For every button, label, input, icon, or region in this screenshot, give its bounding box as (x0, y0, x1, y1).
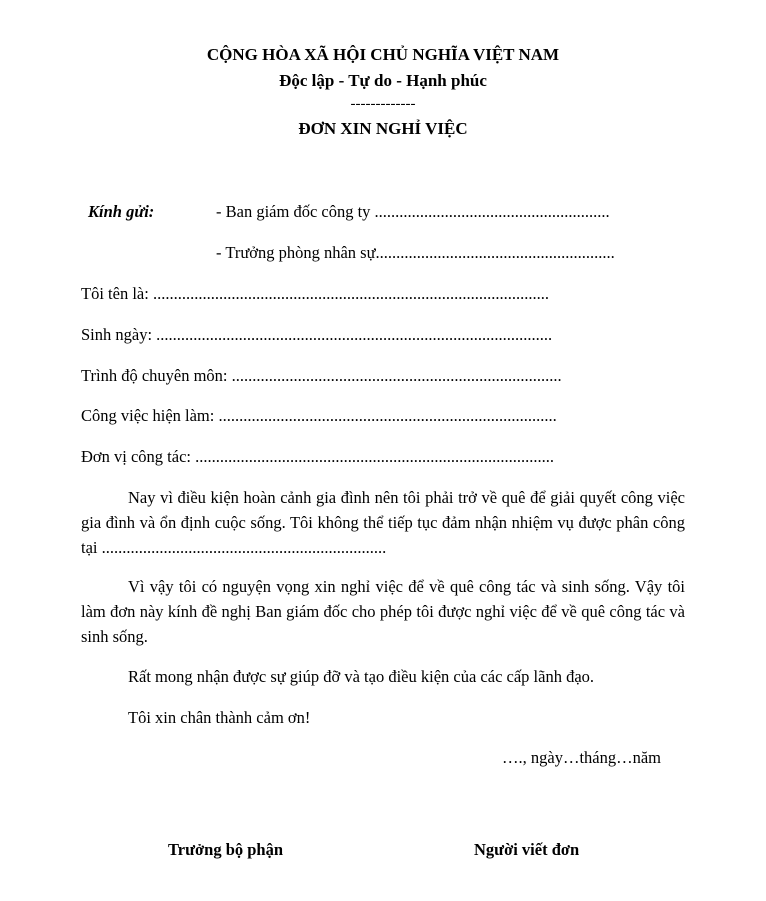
recipient-line-2: - Trưởng phòng nhân sự.......................................................... (216, 243, 615, 262)
paragraph-text: Nay vì điều kiện hoàn cảnh gia đình nên tôi phải trở về quê để giải quyết công việc gia đình và ổn định cuộc sống. Tôi không thể tiếp tục đảm nhận nhiệm vụ được phân công tại ..................................................................... (81, 488, 685, 557)
body-paragraph-1 (81, 485, 685, 560)
field-work-unit: Đơn vị công tác: ....................................................................................... (81, 447, 554, 466)
signature-applicant: Người viết đơn (474, 840, 580, 859)
paragraph-text: Rất mong nhận được sự giúp đỡ và tạo điều kiện của các cấp lãnh đạo. (128, 667, 595, 686)
field-birthdate: Sinh ngày: ................................................................................................ (81, 325, 553, 344)
paragraph-text: Vì vậy tôi có nguyện vọng xin nghỉ việc để về quê công tác và sinh sống. Vậy tôi làm đơn này kính đề nghị Ban giám đốc cho phép tôi được nghỉ việc để về quê công tác và sinh sống. (81, 577, 685, 646)
recipient-line-1: - Ban giám đốc công ty ......................................................... (216, 202, 610, 221)
recipient-label: Kính gửi: (88, 202, 155, 221)
header-separator: ------------- (350, 96, 416, 112)
paragraph-text: Tôi xin chân thành cảm ơn! (128, 708, 311, 727)
field-current-job: Công việc hiện làm: .................................................................................. (81, 406, 557, 425)
national-motto: Độc lập - Tự do - Hạnh phúc (279, 71, 487, 90)
body-paragraph-3 (81, 664, 685, 689)
date-line: …., ngày…tháng…năm (502, 748, 662, 767)
document-title: ĐƠN XIN NGHỈ VIỆC (298, 119, 468, 138)
body-paragraph-4 (81, 705, 685, 730)
field-name: Tôi tên là: ................................................................................................ (81, 284, 549, 303)
body-paragraph-2 (81, 574, 685, 649)
signature-department-head: Trưởng bộ phận (168, 840, 284, 859)
field-qualification: Trình độ chuyên môn: ................................................................................ (81, 366, 562, 385)
country-name: CỘNG HÒA XÃ HỘI CHỦ NGHĨA VIỆT NAM (206, 45, 560, 64)
